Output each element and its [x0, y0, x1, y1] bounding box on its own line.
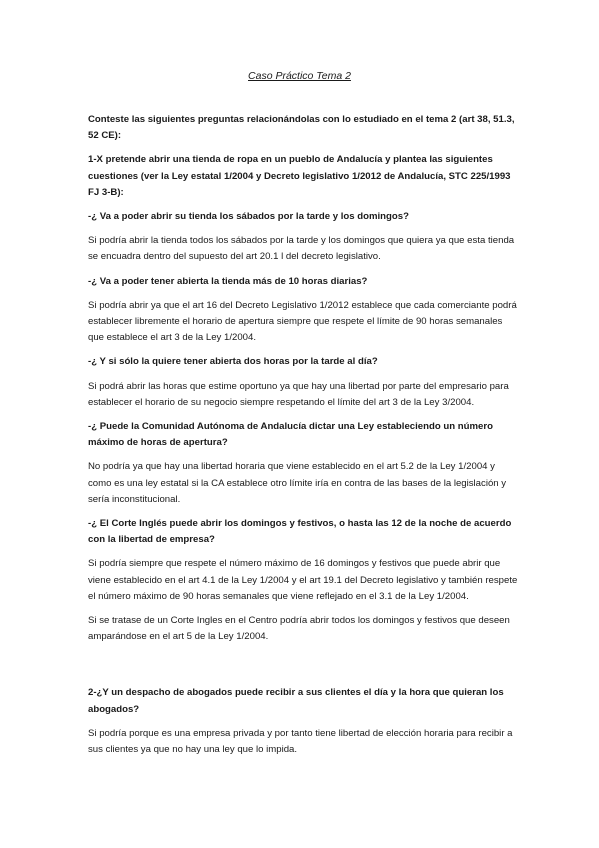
question-1a: -¿ Va a poder abrir su tienda los sábados por la tarde y los domingos?: [88, 211, 409, 223]
section-spacer: [88, 653, 518, 685]
question-1d: -¿ Puede la Comunidad Autónoma de Andalucía dictar una Ley estableciendo un número máximo de horas de apertura?: [88, 421, 493, 449]
answer-2: Si podría porque es una empresa privada y por tanto tiene libertad de elección horaria para recibir a sus clientes ya que no hay una ley que lo impida.: [88, 727, 513, 756]
answer-1b: Si podría abrir ya que el art 16 del Decreto Legislativo 1/2012 establece que cada comerciante podrá establecer libremente el horario de apertura siempre que respete el límite de 90 horas semanales que establece el art 3 de la Ley 1/2004.: [88, 299, 517, 344]
question-1b: -¿ Va a poder tener abierta la tienda más de 10 horas diarias?: [88, 275, 368, 287]
intro-text: Conteste las siguientes preguntas relacionándolas con lo estudiado en el tema 2 (art 38, 51.3, 52 CE):: [88, 114, 515, 142]
question-1-heading: 1-X pretende abrir una tienda de ropa en un pueblo de Andalucía y plantea las siguientes cuestiones (ver la Ley estatal 1/2004 y Decreto legislativo 1/2012 de Andalucía, STC 225/1993 FJ 3-B):: [88, 154, 511, 198]
document-title: Caso Práctico Tema 2: [248, 70, 351, 82]
answer-1d: No podría ya que hay una libertad horaria que viene establecido en el art 5.2 de la Ley 1/2004 y como es una ley estatal si la CA establece otro límite iría en contra de las bases de la legislación y sería inconstitucional.: [88, 461, 507, 505]
document-body: [88, 112, 518, 766]
answer-1c: Si podrá abrir las horas que estime oportuno ya que hay una libertad por parte del empresario para establecer el horario de su negocio siempre respetando el límite del art 3 de la Ley 3/2004.: [88, 380, 509, 408]
question-1e: -¿ El Corte Inglés puede abrir los domingos y festivos, o hasta las 12 de la noche de acuerdo con la libertad de empresa?: [88, 518, 512, 546]
answer-1e-continued: Si se tratase de un Corte Ingles en el Centro podría abrir todos los domingos y festivos que deseen amparándose en el art 5 de la Ley 1/2004.: [88, 615, 510, 643]
question-1c: -¿ Y si sólo la quiere tener abierta dos horas por la tarde al día?: [88, 356, 378, 368]
answer-1e: Si podría siempre que respete el número máximo de 16 domingos y festivos que puede abrir que viene establecido en el art 4.1 de la Ley 1/2004 y el art 19.1 del Decreto legislativo y también respete el número máximo de 90 horas semanales que viene reflejado en el 3.1 de la Ley 1/2004.: [88, 558, 518, 602]
question-2-heading: 2-¿Y un despacho de abogados puede recibir a sus clientes el día y la hora que quieran los abogados?: [88, 687, 504, 715]
answer-1a: Si podría abrir la tienda todos los sábados por la tarde y los domingos que quiera ya que esta tienda se encuadra dentro del supuesto del art 20.1 l del decreto legislativo.: [88, 235, 515, 263]
